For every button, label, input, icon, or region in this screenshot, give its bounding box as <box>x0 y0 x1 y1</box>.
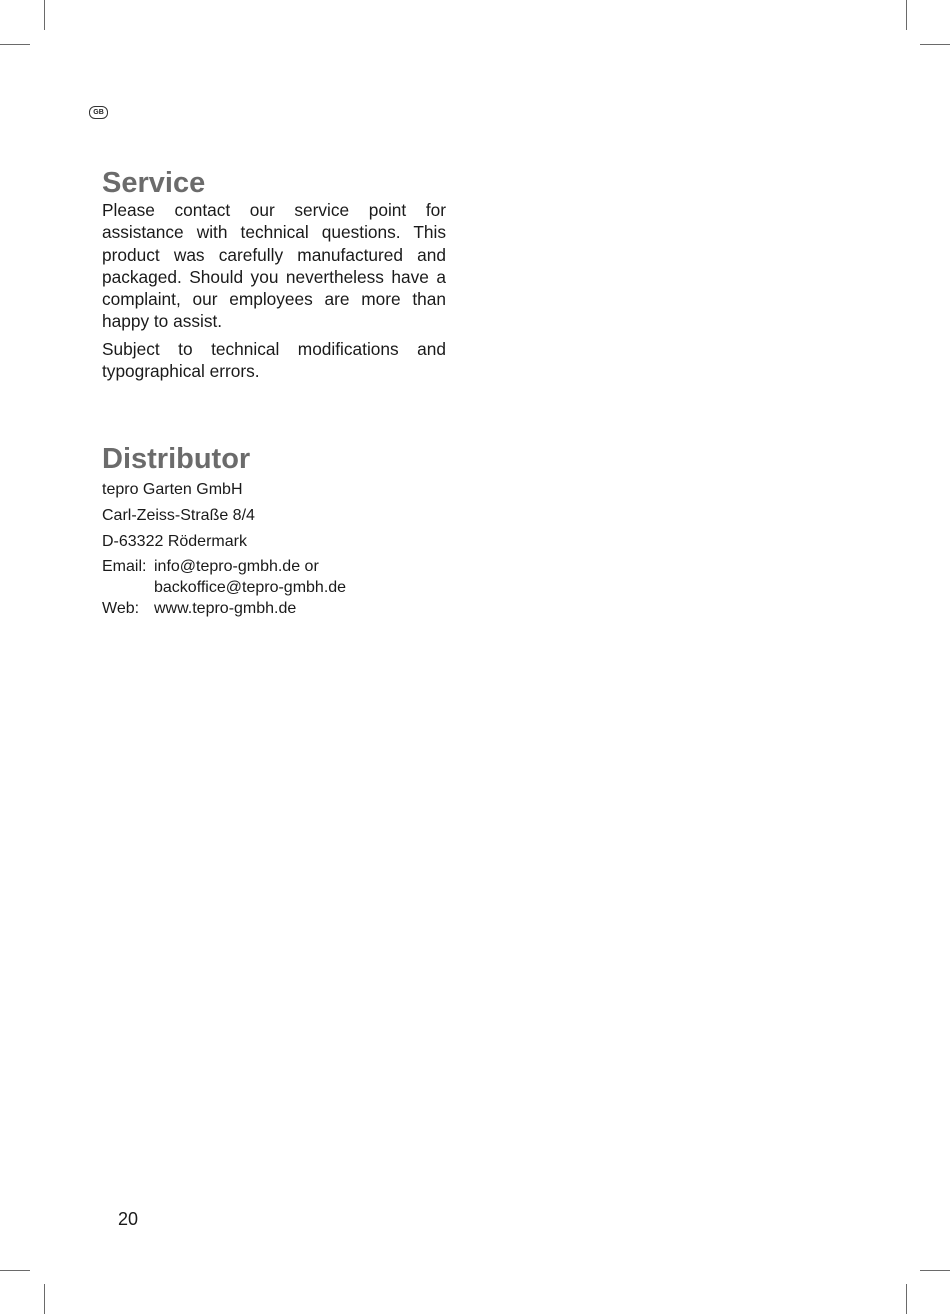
contact-block <box>102 556 446 619</box>
service-paragraph: Please contact our service point for assistance with technical questions. This product was carefully manufactured and packaged. Should you nevertheless have a complaint, our employees are more than happy to assist. <box>102 200 446 332</box>
crop-mark-bottom-left-vertical <box>44 1284 45 1314</box>
language-badge: GB <box>89 106 108 119</box>
distributor-heading: Distributor <box>102 443 251 475</box>
email-row <box>102 556 446 598</box>
web-label: Web: <box>102 600 140 617</box>
website-link[interactable]: www.tepro-gmbh.de <box>154 600 297 617</box>
street-address: Carl-Zeiss-Straße 8/4 <box>102 507 255 524</box>
crop-mark-top-left-horizontal <box>0 44 30 45</box>
email-label: Email: <box>102 558 147 575</box>
crop-mark-bottom-right-horizontal <box>920 1270 950 1271</box>
email-primary-link[interactable]: info@tepro-gmbh.de or <box>154 558 319 575</box>
crop-mark-top-left-vertical <box>44 0 45 30</box>
company-name: tepro Garten GmbH <box>102 481 243 498</box>
email-backoffice-link[interactable]: backoffice@tepro-gmbh.de <box>154 579 347 596</box>
crop-mark-bottom-right-vertical <box>906 1284 907 1314</box>
crop-mark-top-right-horizontal <box>920 44 950 45</box>
distributor-section <box>102 443 446 619</box>
email-values <box>154 556 446 598</box>
modifications-note: Subject to technical modifications and typographical errors. <box>102 338 446 382</box>
web-row <box>102 598 446 619</box>
crop-mark-bottom-left-horizontal <box>0 1270 30 1271</box>
page-number: 20 <box>118 1209 139 1229</box>
crop-mark-top-right-vertical <box>906 0 907 30</box>
service-heading: Service <box>102 167 206 199</box>
service-section <box>102 167 446 382</box>
city-address: D-63322 Rödermark <box>102 533 247 550</box>
